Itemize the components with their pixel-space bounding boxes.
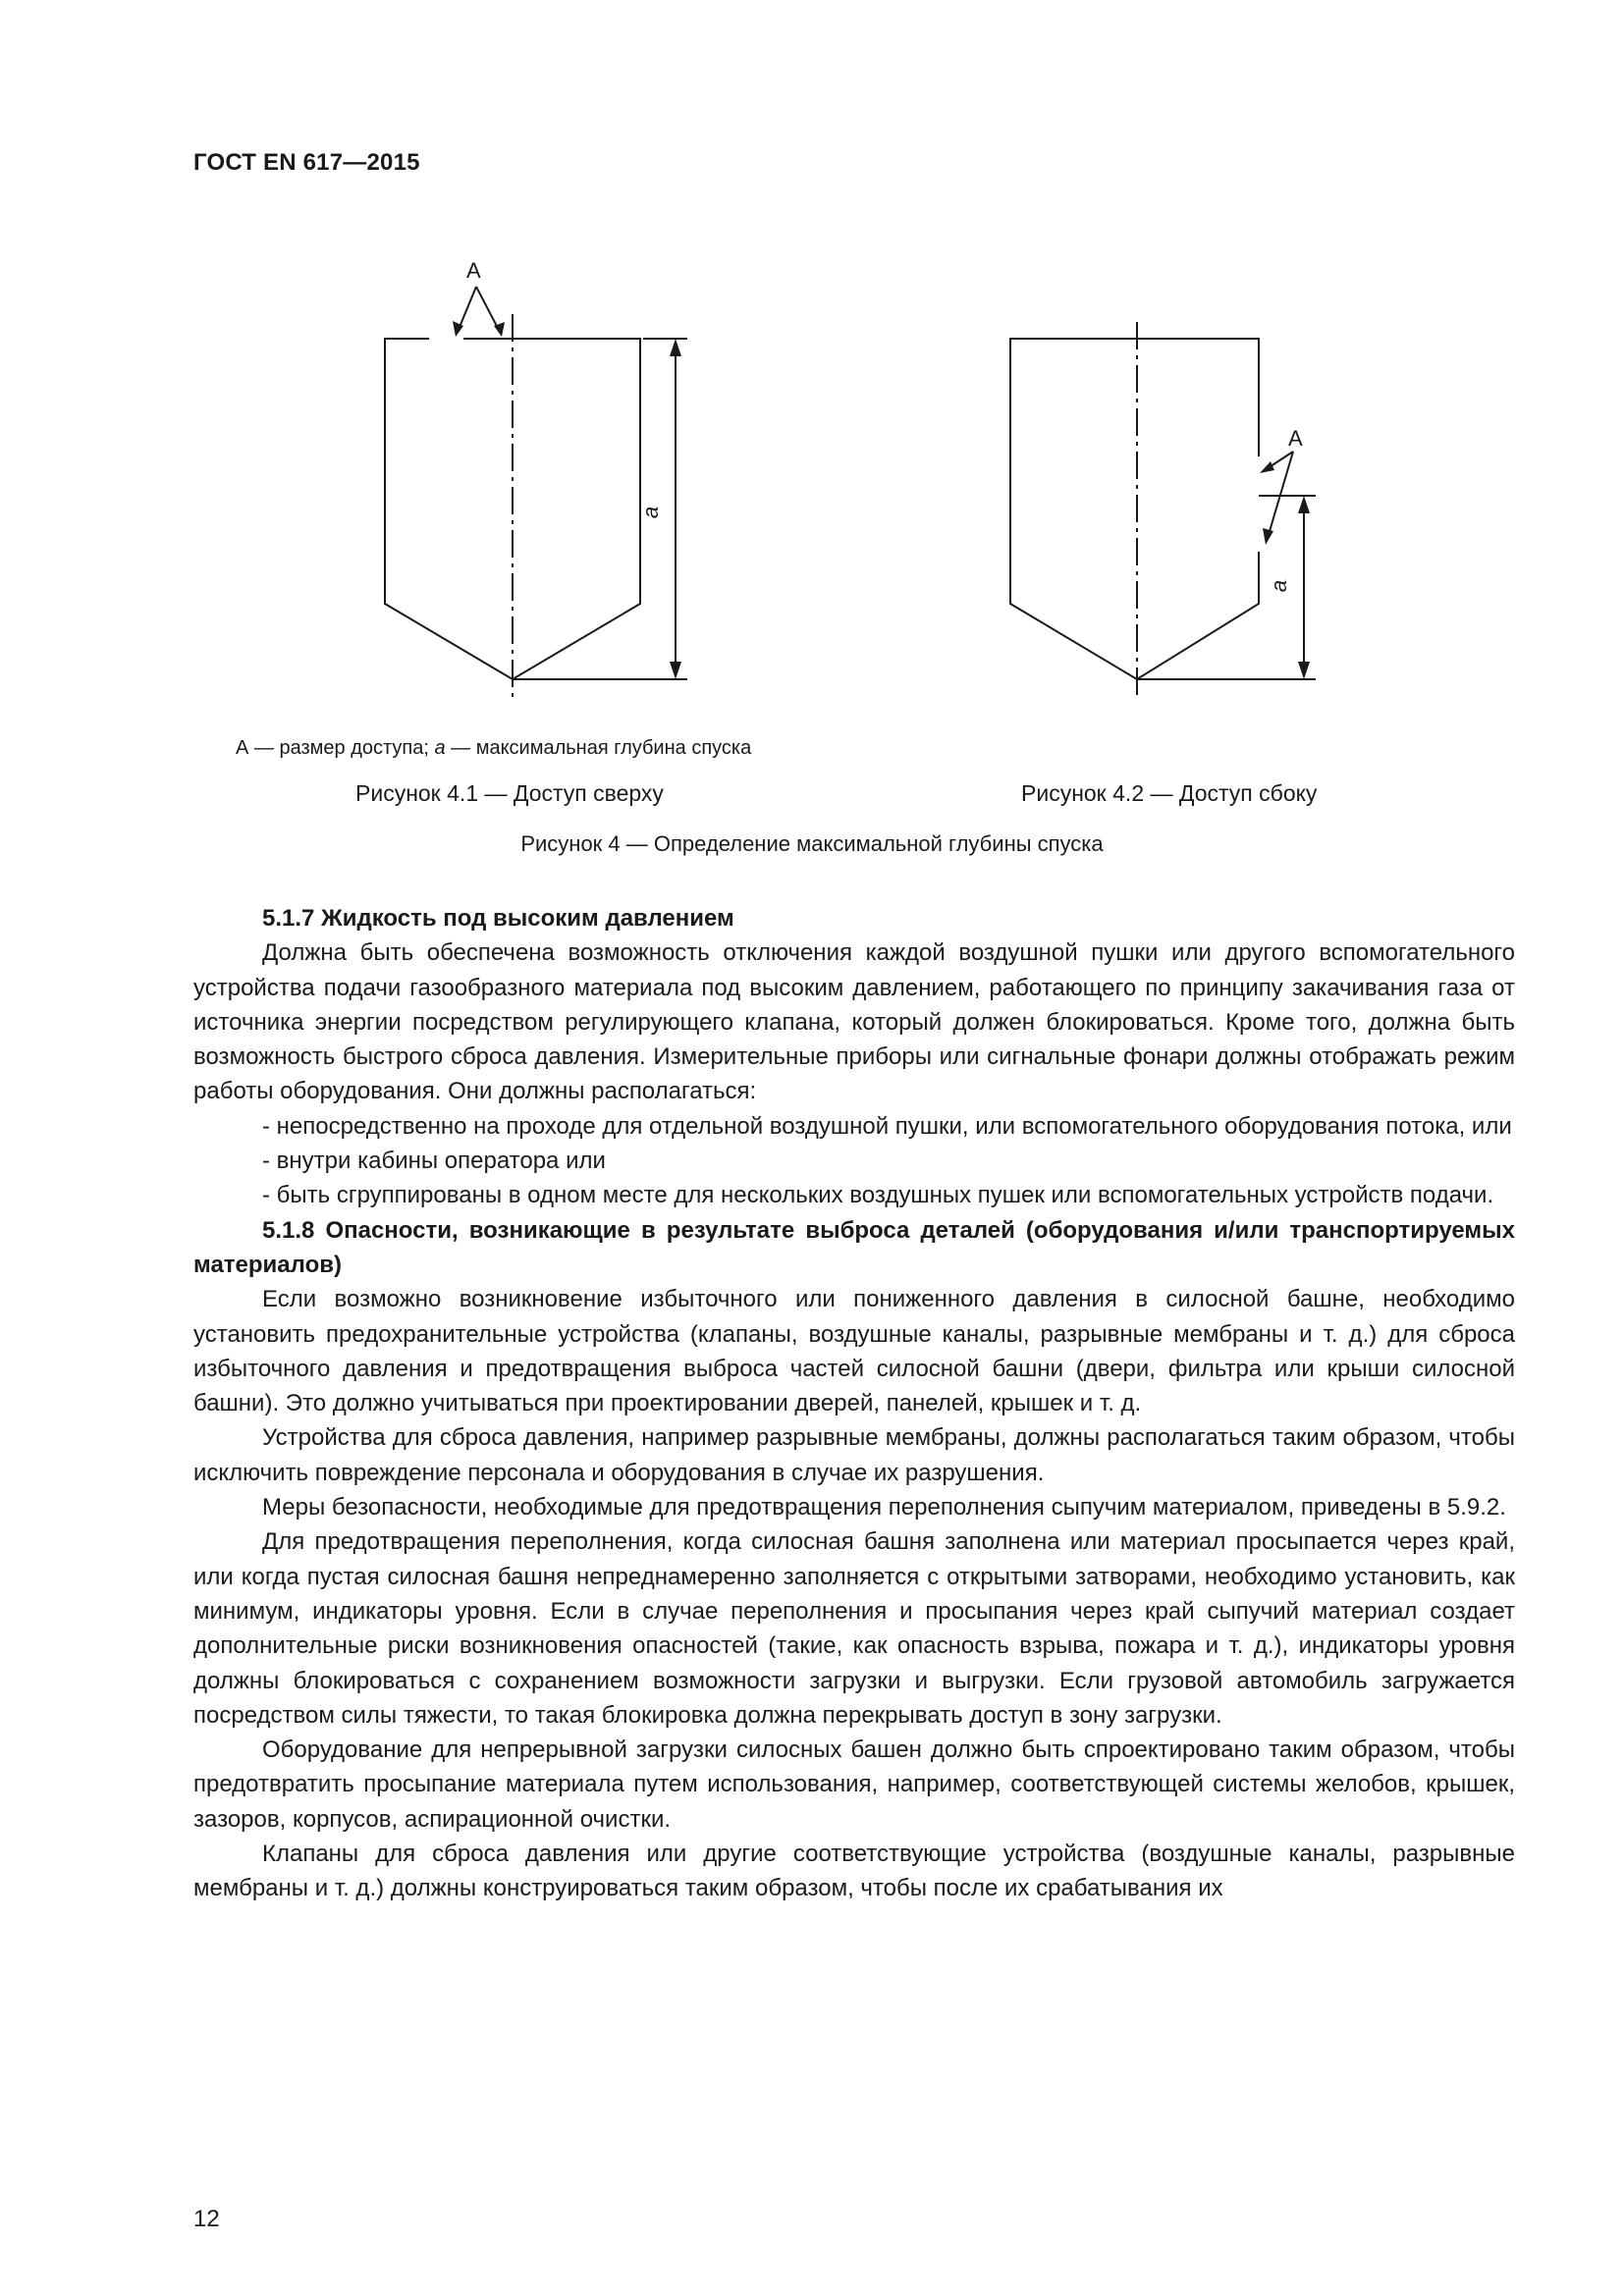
paragraph: Оборудование для непрерывной загрузки силосных башен должно быть спроектировано таким образом, чтобы предотвратить просыпание материала путем использования, например, соответствующей системы желобов, крышек, зазоров, корпусов, аспирационной очистки.: [193, 1736, 1515, 1833]
paragraph: Должна быть обеспечена возможность отключения каждой воздушной пушки или другого вспомогательного устройства подачи газообразного материала под высоким давлением, работающего по принципу закачивания газа от источника энергии посредством регулирующего клапана, который должен блокироваться. Кроме того, должна быть возможность быстрого сброса давления. Измерительные приборы или сигнальные фонари должны отображать режим работы оборудования. Они должны располагаться:: [193, 939, 1515, 1105]
list-item: - внутри кабины оператора или: [262, 1148, 606, 1175]
paragraph: Меры безопасности, необходимые для предотвращения переполнения сыпучим материалом, приведены в 5.9.2.: [262, 1494, 1506, 1522]
paragraph: Клапаны для сброса давления или другие соответствующие устройства (воздушные каналы, разрывные мембраны и т. д.) должны конструироваться таким образом, чтобы после их срабатывания их: [193, 1841, 1515, 1902]
figure-4-2-access-from-side: [997, 312, 1330, 705]
fig1-label-access: A: [466, 258, 481, 283]
section-heading-5-1-8: 5.1.8 Опасности, возникающие в результате выброса деталей (оборудования и/или транспортируемых материалов): [193, 1216, 1515, 1278]
figure-4-1-access-from-top: [373, 250, 707, 702]
fig2-label-depth: a: [1267, 579, 1291, 593]
page-number: 12: [193, 2206, 220, 2232]
paragraph: Для предотвращения переполнения, когда силосная башня заполнена или материал просыпается через край, или когда пустая силосная башня непреднамеренно заполняется с открытыми затворами, необходимо установить, как минимум, индикаторы уровня. Если в случае переполнения и просыпания через край сыпучий материал создает дополнительные риски возникновения опасностей (такие, как опасность взрыва, пожара и т. д.), индикаторы уровня должны блокироваться с сохранением возможности загрузки и выгрузки. Если грузовой автомобиль загружается посредством силы тяжести, то такая блокировка должна перекрывать доступ в зону загрузки.: [193, 1528, 1515, 1729]
figure-4-2-caption: Рисунок 4.2 — Доступ сбоку: [1021, 780, 1318, 806]
paragraph: Устройства для сброса давления, например разрывные мембраны, должны располагаться таким образом, чтобы исключить повреждение персонала и оборудования в случае их разрушения.: [193, 1424, 1515, 1486]
fig2-label-access: A: [1288, 426, 1303, 451]
list-item: - непосредственно на проходе для отдельной воздушной пушки, или вспомогательного оборудования потока, или: [262, 1112, 1512, 1140]
section-heading-5-1-7: 5.1.7 Жидкость под высоким давлением: [262, 905, 734, 932]
document-header: ГОСТ EN 617—2015: [193, 149, 420, 176]
fig1-label-depth: a: [638, 506, 663, 519]
figure-4-caption: Рисунок 4 — Определение максимальной глубины спуска: [520, 831, 1104, 856]
figure-legend: А — размер доступа; а — максимальная глубина спуска: [236, 737, 752, 759]
body-text: [193, 901, 1515, 1906]
figure-4-1-caption: Рисунок 4.1 — Доступ сверху: [355, 780, 664, 806]
paragraph: Если возможно возникновение избыточного или пониженного давления в силосной башне, необходимо установить предохранительные устройства (клапаны, воздушные каналы, разрывные мембраны и т. д.) для сброса избыточного давления и предотвращения выброса частей силосной башни (двери, фильтра или крыши силосной башни). Это должно учитываться при проектировании дверей, панелей, крышек и т. д.: [193, 1286, 1515, 1417]
list-item: - быть сгруппированы в одном месте для нескольких воздушных пушек или вспомогательных устройств подачи.: [262, 1182, 1494, 1209]
